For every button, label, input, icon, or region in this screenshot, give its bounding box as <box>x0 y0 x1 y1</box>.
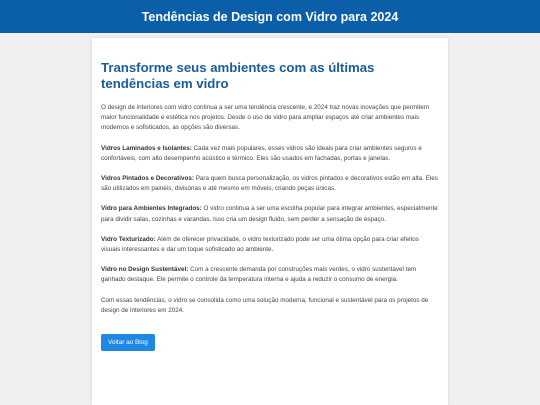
site-title: Tendências de Design com Vidro para 2024 <box>141 9 399 24</box>
back-to-blog-button[interactable]: Voltar ao Blog <box>101 334 155 351</box>
section-heading: Vidros Laminados e Isolantes: <box>101 144 192 152</box>
section-painted-glass <box>101 174 439 194</box>
section-text: Cada vez mais populares, esses vidros são ideais para criar ambientes seguros e confortáveis, com alto desempenho acústico e térmico. Eles são usados em fachadas, portas e janelas. <box>101 144 422 162</box>
section-sustainable-design <box>101 265 439 285</box>
section-text: Com a crescente demanda por construções mais verdes, o vidro sustentável tem ganhado destaque. Ele permite o controle da temperatura interna e ajuda a reduzir o consumo de energia. <box>101 266 417 284</box>
section-heading: Vidro para Ambientes Integrados: <box>101 205 202 213</box>
section-text: O vidro continua a ser uma escolha popular para integrar ambientes, especialmente para dividir salas, cozinhas e varandas. Isso cria um design fluido, sem perder a sensação de espaço. <box>101 205 438 223</box>
article-card <box>92 38 448 405</box>
section-textured-glass <box>101 235 439 255</box>
section-heading: Vidros Pintados e Decorativos: <box>101 175 194 183</box>
article-intro: O design de interiores com vidro continua a ser uma tendência crescente, e 2024 traz novas inovações que permitem maior funcionalidade e estética nos projetos. Desde o uso de vidro para ampliar espaços até criar ambientes mais modernos e sofisticados, as opções são diversas. <box>101 104 429 132</box>
section-heading: Vidro no Design Sustentável: <box>101 266 189 274</box>
section-integrated-spaces <box>101 204 439 224</box>
section-text: Para quem busca personalização, os vidros pintados e decorativos estão em alta. Eles são utilizados em painéis, divisórias e até mesmo em móveis, criando peças únicas. <box>101 175 438 193</box>
section-laminated-glass <box>101 144 439 164</box>
article-title: Transforme seus ambientes com as últimas tendências em vidro <box>101 60 375 91</box>
article-conclusion: Com essas tendências, o vidro se consolida como uma solução moderna, funcional e sustentável para os projetos de design de interiores em 2024. <box>101 296 429 314</box>
site-header <box>0 0 540 33</box>
section-heading: Vidro Texturizado: <box>101 235 156 243</box>
section-text: Além de oferecer privacidade, o vidro texturizado pode ser uma ótima opção para criar efeitos visuais interessantes e dar um toque sofisticado ao ambiente. <box>101 235 419 254</box>
